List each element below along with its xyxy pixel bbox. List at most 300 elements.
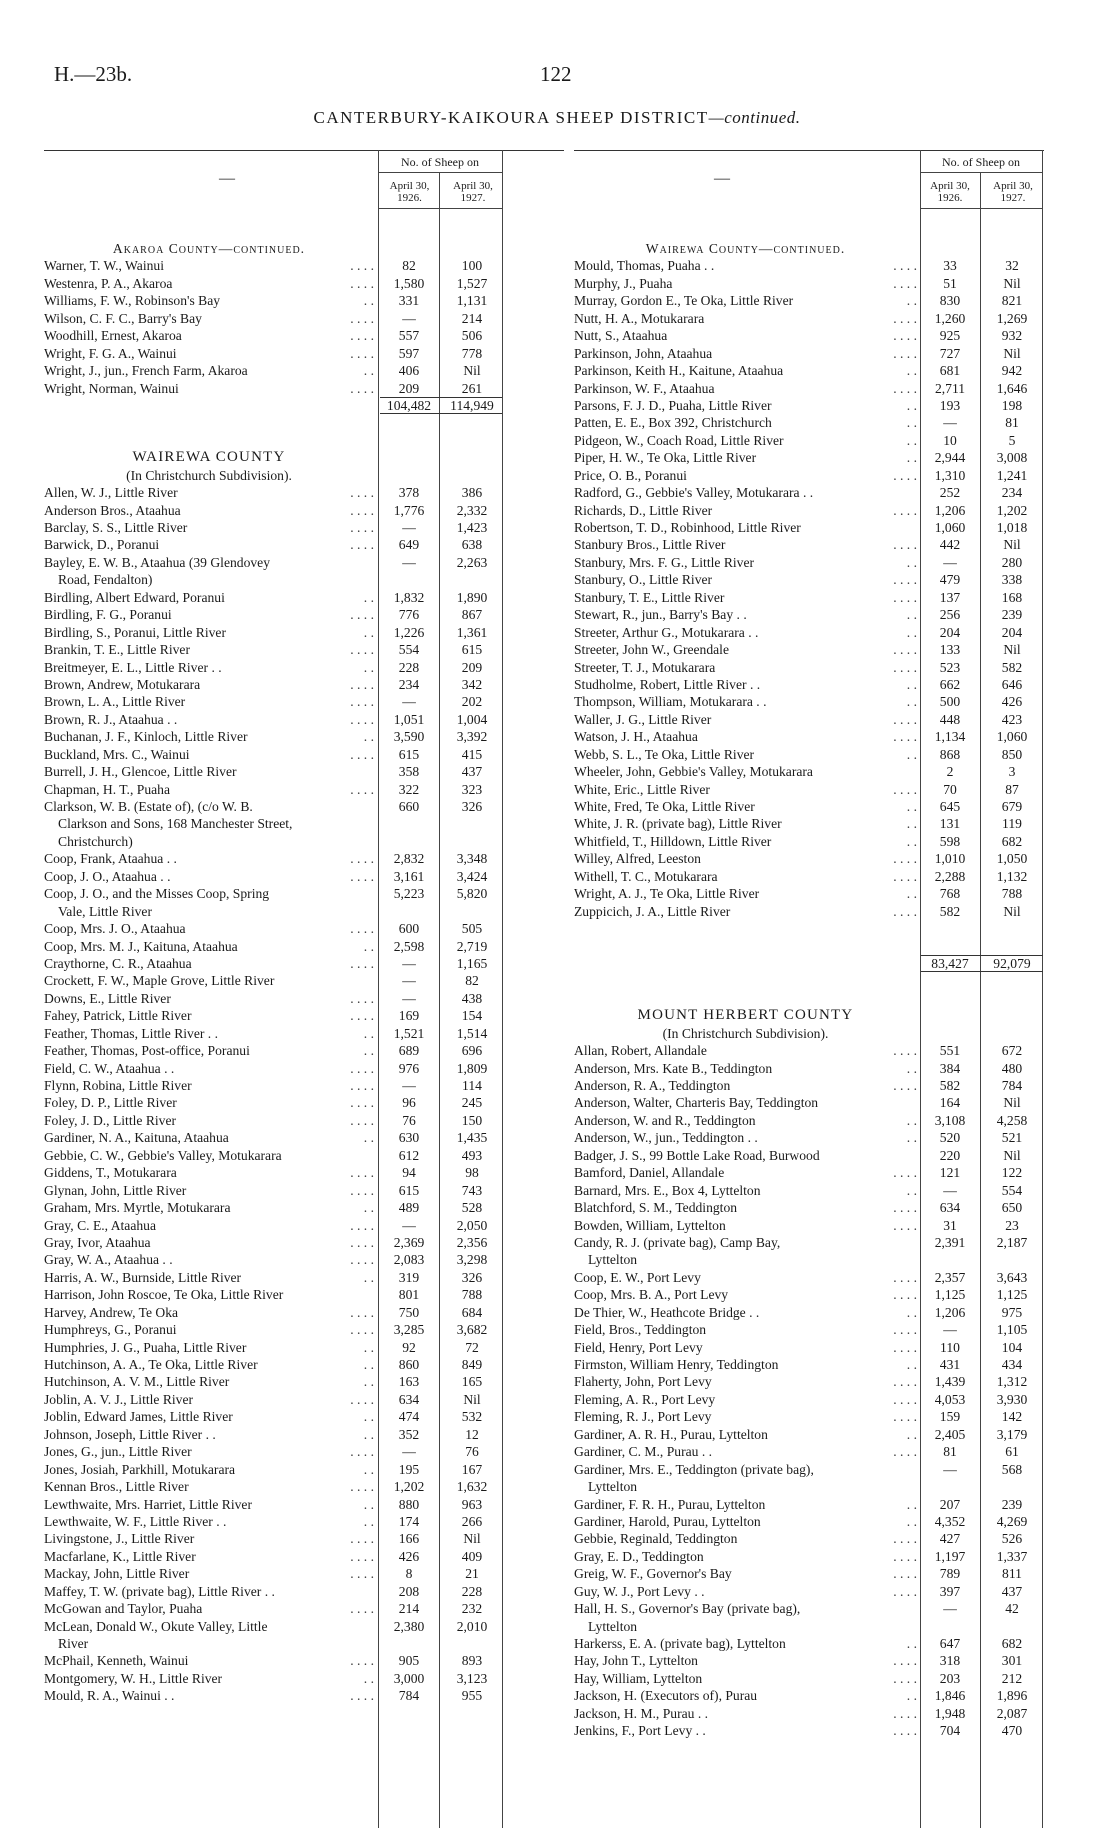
leader-dots: . . [363,1043,374,1059]
leader-dots: . . . . [350,1566,374,1582]
sheep-1927: 470 [1001,1723,1023,1739]
table-row [44,1600,564,1617]
table-row [574,1182,1044,1199]
table-row [574,606,1044,623]
sheep-1926: 133 [939,642,961,658]
leader-dots: . . . . [893,1670,917,1686]
table-row [44,1112,564,1129]
sheep-1926: 1,310 [934,467,966,483]
table-row [574,1286,1044,1303]
leader-dots: . . . . [350,1078,374,1093]
leader-dots: . . . . [350,310,374,326]
sheep-1927: 778 [461,345,483,361]
table-row [44,1356,564,1373]
owner-name: Field, Bros., Teddington [574,1322,707,1338]
sheep-1927: 963 [461,1496,483,1512]
owner-name: Wright, A. J., Te Oka, Little River [574,886,760,902]
table-row [44,1548,564,1565]
owner-name: Field, C. W., Ataahua . . [44,1060,175,1076]
table-row [574,1094,1044,1111]
leader-dots: . . [363,293,374,309]
sheep-1926: 2,083 [393,1252,425,1268]
sheep-1927: Nil [463,1391,481,1407]
sheep-1927: Nil [463,363,481,379]
sheep-1926: — [943,415,957,431]
sheep-1926: 1,948 [934,1705,966,1721]
page-number: 122 [540,62,572,86]
table-row [574,1373,1044,1390]
table-row [44,1077,564,1094]
sheep-1926: 193 [939,397,961,413]
leader-dots: . . . . [350,1234,374,1250]
header-col-b: April 30, 1927. [993,180,1033,204]
owner-name: Bamford, Daniel, Allandale [574,1165,725,1181]
table-row [44,868,564,885]
sheep-1927: 1,896 [996,1688,1028,1704]
sheep-1927: 1,809 [456,1060,488,1076]
leader-dots: . . . . [350,694,374,710]
sheep-1927: 423 [1001,711,1023,727]
owner-name: Allan, Robert, Allandale [574,1043,707,1059]
owner-name: Wheeler, John, Gebbie's Valley, Motukarara [574,764,813,780]
leader-dots: . . . . [350,1322,374,1338]
leader-dots: . . . . [893,258,917,274]
table-row [44,1199,564,1216]
left-table-header [44,150,564,210]
sheep-1926: 169 [398,1008,420,1024]
leader-dots: . . [906,624,917,640]
sheep-1926: 318 [939,1653,961,1669]
owner-name: De Thier, W., Heathcote Bridge . . [574,1304,760,1320]
owner-name: Nutt, H. A., Motukarara [574,310,705,326]
sheep-1926: 96 [402,1095,416,1111]
heading-text: MOUNT HERBERT COUNTY [637,1007,854,1024]
sheep-1927: 2,087 [996,1705,1028,1721]
table-row [44,1687,564,1704]
owner-name: Clarkson and Sons, 168 Manchester Street, [58,816,293,832]
owner-name: Gardiner, Harold, Purau, Lyttelton [574,1513,761,1529]
sheep-1927: 198 [1001,397,1023,413]
owner-name: Mould, R. A., Wainui . . [44,1688,175,1704]
leader-dots: . . [906,1426,917,1442]
sheep-1927: 893 [461,1653,483,1669]
spacer-row [44,414,564,431]
sheep-1927: 326 [461,1269,483,1285]
owner-name: Buchanan, J. F., Kinloch, Little River [44,729,248,745]
table-row [44,1321,564,1338]
owner-name: Road, Fendalton) [58,572,153,588]
table-row [44,903,564,920]
leader-dots: . . . . [893,1078,917,1093]
leader-dots: . . . . [893,1409,917,1425]
sheep-1926: 220 [939,1147,961,1163]
leader-dots: . . [906,1357,917,1372]
table-row [44,1042,564,1059]
header-group: No. of Sheep on [401,155,479,169]
sheep-1926: 164 [939,1095,961,1111]
sheep-1926: 204 [939,624,961,640]
leader-dots: . . . . [893,781,917,797]
owner-name: Barclay, S. S., Little River [44,520,188,535]
leader-dots: . . [363,1200,374,1216]
sheep-1927: 82 [465,973,479,989]
table-row [574,362,1044,379]
table-row [44,536,564,553]
sheep-1926: 110 [940,1339,960,1355]
leader-dots: . . . . [893,345,917,361]
owner-name: Mackay, John, Little River [44,1566,190,1582]
owner-name: Christchurch) [58,833,133,849]
header-dash: — [219,170,235,187]
table-row [574,1164,1044,1181]
sheep-1927: 114 [462,1078,482,1093]
leader-dots: . . . . [893,328,917,344]
spacer-row [574,972,1044,989]
sheep-1927: 1,646 [996,380,1028,396]
sheep-1927: 32 [1005,258,1019,274]
sheep-1926: 121 [939,1165,961,1181]
sheep-1926: 331 [398,293,420,309]
owner-name: Bowden, William, Lyttelton [574,1217,726,1233]
sheep-1926: 1,832 [393,589,425,605]
sheep-1926: 1,010 [934,851,966,867]
sheep-1927: 5,820 [456,886,488,902]
table-row [44,310,564,327]
leader-dots: . . . . [893,502,917,518]
table-row [44,781,564,798]
table-row [44,1025,564,1042]
owner-name: Piper, H. W., Te Oka, Little River [574,450,757,466]
sheep-1927: 528 [461,1200,483,1216]
owner-name: Allen, W. J., Little River [44,485,178,501]
leader-dots: . . . . [350,258,374,274]
table-row [44,1565,564,1582]
leader-dots: . . . . [350,746,374,762]
section-heading [44,240,564,257]
header-col-a: April 30, 1926. [930,180,970,204]
sheep-1926: 727 [939,345,961,361]
owner-name: Webb, S. L., Te Oka, Little River [574,746,755,762]
sheep-1926: 1,134 [934,729,966,745]
sheep-1927: 438 [461,990,483,1006]
sheep-1926: 1,846 [934,1688,966,1704]
owner-name: Jones, Josiah, Parkhill, Motukarara [44,1461,236,1477]
sheep-1926: 647 [939,1636,961,1651]
sheep-1927: 3,424 [456,868,488,884]
owner-name: Giddens, T., Motukarara [44,1165,177,1181]
table-row [574,624,1044,641]
sheep-1927: 784 [1001,1078,1023,1093]
leader-dots: . . [906,1112,917,1128]
leader-dots: . . . . [893,1287,917,1303]
table-row [44,711,564,728]
sheep-1927: 437 [461,764,483,780]
sheep-1927: 12 [465,1426,479,1442]
sheep-1926: 551 [939,1043,961,1059]
sheep-1927: 4,258 [996,1112,1028,1128]
sheep-1927: 821 [1001,293,1023,309]
table-row [44,606,564,623]
table-row [44,1478,564,1495]
sheep-1927: 92,079 [993,955,1031,971]
sheep-1926: 500 [939,694,961,710]
sheep-1926: 5,223 [393,886,425,902]
sheep-1926: 1,521 [393,1025,425,1041]
table-row [44,1426,564,1443]
heading-text: (In Christchurch Subdivision). [662,1025,829,1041]
owner-name: Hutchinson, A. V. M., Little River [44,1374,230,1390]
owner-name: Gray, E. D., Teddington [574,1548,704,1564]
owner-name: Pidgeon, W., Coach Road, Little River [574,432,784,448]
title-continued: —continued. [708,108,801,127]
sheep-1927: 1,435 [456,1130,488,1146]
owner-name: Fleming, A. R., Port Levy [574,1391,716,1407]
sheep-1927: 1,514 [456,1025,488,1041]
sheep-1926: 2,944 [934,450,966,466]
table-row [574,763,1044,780]
sheep-1927: 204 [1001,624,1023,640]
sheep-1926: 31 [943,1217,957,1233]
table-row [44,1129,564,1146]
owner-name: Hay, John T., Lyttelton [574,1653,698,1669]
sheep-1926: 582 [939,903,961,919]
owner-name: Buckland, Mrs. C., Wainui [44,746,190,762]
sheep-1926: 131 [939,816,961,832]
sheep-1927: 975 [1001,1304,1023,1320]
sheep-1926: 598 [939,833,961,849]
sheep-1927: 1,018 [996,520,1028,535]
leader-dots: . . [906,415,917,431]
table-row [574,1077,1044,1094]
leader-dots: . . [906,1513,917,1529]
sheep-1926: 159 [939,1409,961,1425]
section-heading [574,1025,1044,1042]
table-row [574,467,1044,484]
sheep-1927: 3,298 [456,1252,488,1268]
leader-dots: . . [906,432,917,448]
owner-name: Richards, D., Little River [574,502,713,518]
sheep-1927: 955 [461,1688,483,1704]
table-row [44,554,564,571]
sheep-1926: 137 [939,589,961,605]
leader-dots: . . . . [350,1217,374,1233]
sheep-1927: 104 [1001,1339,1023,1355]
table-row [44,955,564,972]
sheep-1926: 3,108 [934,1112,966,1128]
sheep-1927: 1,423 [456,520,488,535]
leader-dots: . . [363,1426,374,1442]
owner-name: Barwick, D., Poranui [44,537,160,553]
spacer-row [44,432,564,449]
sheep-1926: 1,060 [934,520,966,535]
owner-name: Greig, W. F., Governor's Bay [574,1566,732,1582]
sheep-1927: 480 [1001,1060,1023,1076]
owner-name: Bayley, E. W. B., Ataahua (39 Glendovey [44,554,271,570]
table-row [44,1286,564,1303]
owner-name: Gray, C. E., Ataahua [44,1217,156,1233]
sheep-1926: 352 [398,1426,420,1442]
leader-dots: . . [906,1182,917,1198]
owner-name: Whitfield, T., Hilldown, Little River [574,833,772,849]
owner-name: Stanbury, O., Little River [574,572,713,588]
sheep-1927: 23 [1005,1217,1019,1233]
owner-name: Hall, H. S., Governor's Bay (private bag), [574,1601,801,1617]
sheep-1927: 409 [461,1548,483,1564]
sheep-1926: 776 [398,607,420,623]
sheep-1926: — [402,1217,416,1233]
sheep-1926: 660 [398,799,420,814]
table-row [574,397,1044,414]
owner-name: Coop, Mrs. M. J., Kaituna, Ataahua [44,938,238,954]
leader-dots: . . . . [893,1391,917,1407]
table-row [574,833,1044,850]
sheep-1927: 850 [1001,746,1023,762]
table-row [574,502,1044,519]
owner-name: White, J. R. (private bag), Little River [574,816,782,832]
sheep-1926: 319 [398,1269,420,1285]
table-row [44,1373,564,1390]
leader-dots: . . [363,1025,374,1041]
owner-name: Johnson, Joseph, Little River . . [44,1426,216,1442]
sheep-1926: 431 [939,1357,961,1372]
sheep-1926: 1,260 [934,310,966,326]
table-row [44,938,564,955]
leader-dots: . . . . [893,642,917,658]
sheep-1926: 92 [402,1339,416,1355]
table-row [44,659,564,676]
owner-name: Streeter, John W., Greendale [574,642,729,658]
table-row [44,641,564,658]
owner-name: Gray, Ivor, Ataahua [44,1234,151,1250]
sheep-1927: 3,123 [456,1670,488,1686]
owner-name: Stanbury, Mrs. F. G., Little River [574,554,755,570]
sheep-1927: 98 [465,1165,479,1181]
sheep-1926: — [402,1444,416,1460]
sheep-1927: 72 [465,1339,479,1355]
owner-name: Stanbury Bros., Little River [574,537,726,553]
page-ref: H.—23b. [54,62,133,86]
sheep-1927: 280 [1001,554,1023,570]
table-row [574,536,1044,553]
sheep-1926: 784 [398,1688,420,1704]
table-row [574,728,1044,745]
table-row [574,380,1044,397]
leader-dots: . . . . [893,275,917,291]
title-main: CANTERBURY-KAIKOURA SHEEP DISTRICT [313,108,709,127]
leader-dots: . . . . [893,1043,917,1059]
owner-name: Hutchinson, A. A., Te Oka, Little River [44,1357,258,1372]
sheep-1926: 252 [939,485,961,501]
leader-dots: . . [906,886,917,902]
owner-name: Feather, Thomas, Post-office, Poranui [44,1043,250,1059]
sheep-1927: 342 [461,676,483,692]
sheep-1926: 582 [939,1078,961,1093]
owner-name: Coop, E. W., Port Levy [574,1269,701,1285]
table-row [44,1339,564,1356]
sheep-1927: 696 [461,1043,483,1059]
sheep-1927: 415 [461,746,483,762]
sheep-1926: 208 [398,1583,420,1599]
sheep-1926: 1,206 [934,1304,966,1320]
table-row [574,798,1044,815]
leader-dots: . . . . [350,676,374,692]
leader-dots: . . . . [350,1391,374,1407]
table-row [574,1687,1044,1704]
sheep-1926: 474 [398,1409,420,1425]
sheep-1926: 689 [398,1043,420,1059]
sheep-1927: 672 [1001,1043,1023,1059]
table-row [574,1199,1044,1216]
table-row [574,432,1044,449]
header-col-b: April 30, 1927. [453,180,493,204]
sheep-1927: 942 [1001,363,1023,379]
sheep-1927: 1,241 [996,467,1028,483]
sheep-1927: 228 [461,1583,483,1599]
sheep-1927: 239 [1001,607,1023,623]
owner-name: White, Fred, Te Oka, Little River [574,799,755,814]
owner-name: Jenkins, F., Port Levy . . [574,1723,706,1739]
leader-dots: . . . . [350,868,374,884]
owner-name: Price, O. B., Poranui [574,467,687,483]
table-row [44,519,564,536]
leader-dots: . . . . [350,520,374,535]
leader-dots: . . . . [350,1112,374,1128]
sheep-1926: 662 [939,676,961,692]
sheep-1927: 386 [461,485,483,501]
sheep-1927: 119 [1002,816,1022,832]
table-row [574,1635,1044,1652]
sheep-1926: — [402,310,416,326]
sheep-1927: 1,125 [996,1287,1028,1303]
spacer-row [574,938,1044,955]
spacer-row [574,990,1044,1007]
sheep-1927: 3,392 [456,729,488,745]
owner-name: Withell, T. C., Motukarara [574,868,718,884]
owner-name: Chapman, H. T., Puaha [44,781,170,797]
leader-dots: . . [906,676,917,692]
table-row [44,1652,564,1669]
leader-dots: . . . . [893,1566,917,1582]
table-row [574,1060,1044,1077]
sheep-1927: 811 [1002,1566,1022,1582]
table-row [574,903,1044,920]
sheep-1927: 3,643 [996,1269,1028,1285]
owner-name: Joblin, Edward James, Little River [44,1409,233,1425]
sheep-1926: 3,590 [393,729,425,745]
owner-name: Radford, G., Gebbie's Valley, Motukarara . . [574,485,814,501]
section-heading [44,449,564,466]
sheep-1926: 557 [398,328,420,344]
owner-name: Coop, J. O., and the Misses Coop, Spring [44,886,270,902]
sheep-1927: 615 [461,642,483,658]
owner-name: Coop, Frank, Ataahua . . [44,851,177,867]
sheep-1927: 150 [461,1112,483,1128]
leader-dots: . . . . [350,1531,374,1547]
leader-dots: . . . . [893,711,917,727]
sheep-1927: 202 [461,694,483,710]
sheep-1926: — [402,955,416,971]
sheep-1927: Nil [1003,903,1021,919]
table-row [574,885,1044,902]
table-row [44,676,564,693]
table-row [574,519,1044,536]
leader-dots: . . . . [893,1531,917,1547]
owner-name: Kennan Bros., Little River [44,1479,189,1495]
table-row [574,850,1044,867]
leader-dots: . . . . [893,537,917,553]
sheep-1926: 1,776 [393,502,425,518]
sheep-1927: 646 [1001,676,1023,692]
